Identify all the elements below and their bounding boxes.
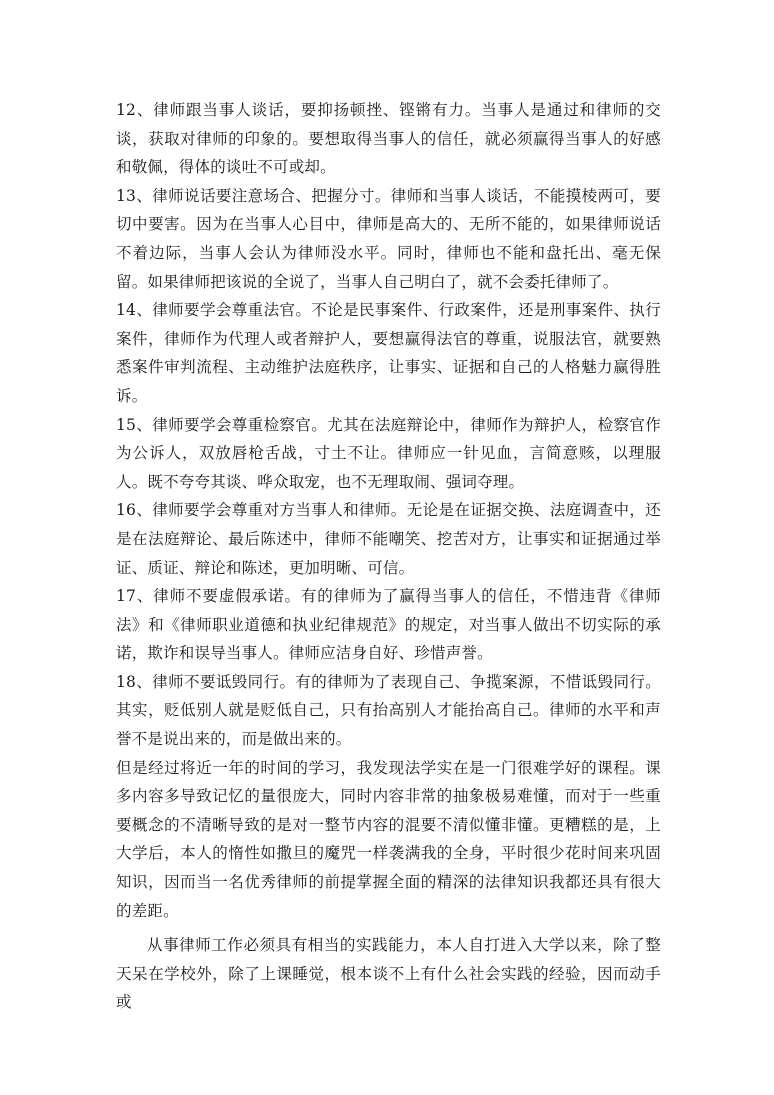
paragraph-12: 12、律师跟当事人谈话，要抑扬顿挫、铿锵有力。当事人是通过和律师的交谈，获取对律师的印象的。要想取得当事人的信任，就必须赢得当事人的好感和敬佩，得体的谈吐不可或却。 — [116, 101, 661, 177]
document-body — [116, 96, 661, 1017]
paragraph-14: 14、律师要学会尊重法官。不论是民事案件、行政案件，还是刑事案件、执行案件，律师作为代理人或者辩护人，要想赢得法官的尊重，说服法官，就要熟悉案件审判流程、主动维护法庭秩序，让事实、证据和自己的人格魅力赢得胜诉。 — [116, 301, 661, 405]
paragraph-18: 18、律师不要诋毁同行。有的律师为了表现自己、争揽案源，不惜诋毁同行。其实，贬低别人就是贬低自己，只有抬高别人才能抬高自己。律师的水平和声誉不是说出来的，而是做出来的。 — [116, 672, 661, 749]
paragraph-study-reflection: 但是经过将近一年的时间的学习，我发现法学实在是一门很难学好的课程。课多内容多导致记忆的量很庞大，同时内容非常的抽象极易难懂，而对于一些重要概念的不清晰导致的是对一整节内容的混要不清似懂非懂。更糟糕的是，上大学后，本人的惰性如撒旦的魔咒一样袭满我的全身，平时很少花时间来巩固知识，因而当一名优秀律师的前提掌握全面的精深的法律知识我都还具有很大的差距。 — [116, 758, 661, 920]
paragraph-16: 16、律师要学会尊重对方当事人和律师。无论是在证据交换、法庭调查中，还是在法庭辩论、最后陈述中，律师不能嘲笑、挖苦对方，让事实和证据通过举证、质证、辩论和陈述，更加明晰、可信。 — [116, 501, 661, 577]
paragraph-15: 15、律师要学会尊重检察官。尤其在法庭辩论中，律师作为辩护人，检察官作为公诉人，双放唇枪舌战，寸土不让。律师应一针见血，言简意赅，以理服人。既不夸夸其谈、哗众取宠，也不无理取闹、强词夺理。 — [116, 415, 661, 491]
paragraph-17: 17、律师不要虚假承诺。有的律师为了赢得当事人的信任，不惜违背《律师法》和《律师职业道德和执业纪律规范》的规定，对当事人做出不切实际的承诺，欺诈和误导当事人。律师应洁身自好、珍惜声誉。 — [116, 587, 661, 663]
paragraph-practice-ability: 从事律师工作必须具有相当的实践能力，本人自打进入大学以来，除了整天呆在学校外，除了上课睡觉，根本谈不上有什么社会实践的经验，因而动手或 — [116, 936, 661, 1012]
paragraph-13: 13、律师说话要注意场合、把握分寸。律师和当事人谈话，不能摸棱两可，要切中要害。因为在当事人心目中，律师是高大的、无所不能的，如果律师说话不着边际，当事人会认为律师没水平。同时，律师也不能和盘托出、毫无保留。如果律师把该说的全说了，当事人自己明白了，就不会委托律师了。 — [116, 186, 661, 291]
